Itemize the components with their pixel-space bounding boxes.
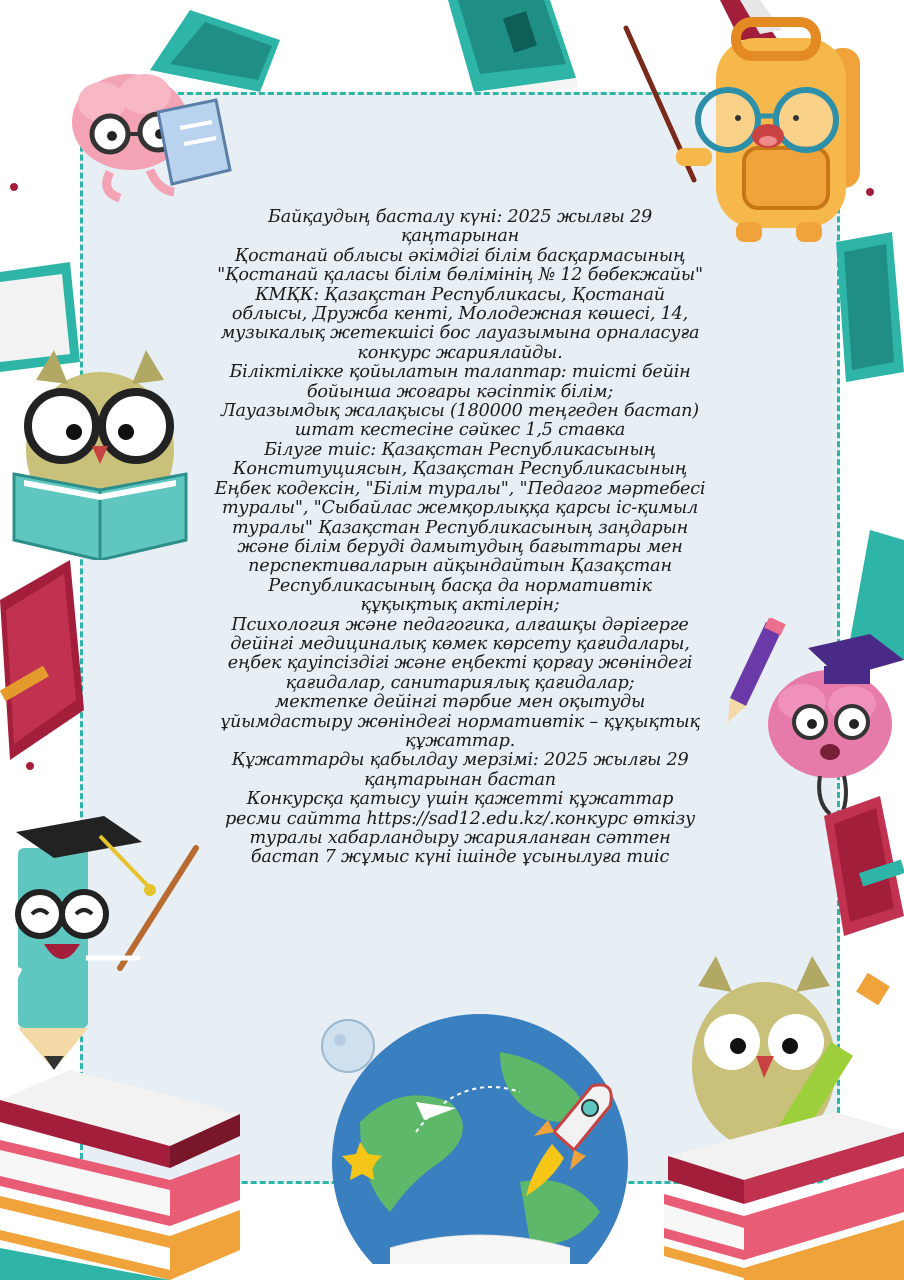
announcement-line: қаңтарынан бастап [364, 769, 556, 790]
announcement-line: туралы" Қазақстан Республикасының заңдарын [231, 517, 689, 538]
announcement-text [190, 208, 730, 868]
announcement-line: конкурс жариялайды. [357, 342, 563, 363]
book-icon [836, 232, 904, 382]
announcement-line: қаңтарынан [400, 226, 520, 247]
announcement-line: Біліктілікке қойылатын талаптар: тиісті бейін [229, 362, 691, 383]
announcement-line: дейінгі медициналық көмек көрсету қағидалары, [230, 633, 690, 654]
announcement-line: "Қостанай қаласы білім бөлімінің № 12 бөбекжайы" [217, 265, 703, 286]
owl-reading-icon [10, 340, 190, 560]
red-book-icon [824, 796, 904, 936]
announcement-line: бойынша жоғары кәсіптік білім; [306, 381, 614, 402]
announcement-line: Конкурсқа қатысу үшін қажетті құжаттар [246, 789, 674, 810]
decor-dot [10, 183, 18, 191]
pencil-character-icon [0, 798, 200, 1078]
red-book-icon [0, 560, 84, 760]
announcement-line: Конституциясын, Қазақстан Республикасының [232, 459, 688, 480]
book-icon [448, 0, 580, 92]
announcement-line: Құжаттарды қабылдау мерзімі: 2025 жылғы 29 [231, 750, 689, 771]
announcement-line: Еңбек кодексін, "Білім туралы", "Педагог мәртебесі [214, 478, 706, 499]
rocket-icon [522, 1080, 618, 1200]
announcement-line: мектепке дейінгі тәрбие мен оқытуды [274, 692, 646, 713]
announcement-line: Психология және педагогика, алғашқы дәрігерге [231, 614, 689, 635]
announcement-line: облысы, Дружба кенті, Молодежная көшесі, 14, [231, 304, 689, 325]
announcement-line: қағидалар, санитариялық қағидалар; [285, 672, 635, 693]
announcement-line: Республикасының басқа да нормативтік [268, 575, 652, 596]
announcement-line: штат кестесіне сәйкес 1,5 ставка [294, 420, 626, 441]
book-stack-icon [664, 1112, 904, 1280]
announcement-line: құжаттар. [404, 730, 516, 751]
announcement-line: бастап 7 жұмыс күні ішінде ұсынылуға тиіс [250, 847, 670, 868]
announcement-line: ұйымдастыру жөніндегі нормативтік – құқықтық [220, 711, 700, 732]
announcement-line: ресми сайтта https://sad12.edu.kz/.конкурс өткізу [224, 808, 696, 829]
announcement-line: Білуге тиіс: Қазақстан Республикасының [264, 439, 656, 460]
announcement-line: перспективаларын айқындайтын Қазақстан [248, 556, 672, 577]
announcement-line: КМҚК: Қазақстан Республикасы, Қостанай [255, 284, 665, 305]
announcement-line: еңбек қауіпсіздігі және еңбекті қорғау жөніндегі [227, 653, 693, 674]
decor-dot [26, 762, 34, 770]
announcement-line: Лауазымдық жалақысы (180000 теңгеден бастап) [221, 401, 699, 422]
announcement-line: құқықтық актілерін; [360, 595, 560, 616]
brain-with-glasses-icon [40, 42, 240, 202]
announcement-line: Байқаудың басталу күні: 2025 жылғы 29 [268, 207, 652, 227]
announcement-line: туралы", "Сыбайлас жемқорлыққа қарсы іс-қимыл [221, 498, 699, 519]
announcement-line: музыкалық жетекшісі бос лауазымына орналасуға [220, 323, 700, 344]
announcement-line: және білім беруді дамытудың бағыттары мен [237, 536, 683, 557]
book-stack-icon [0, 1070, 250, 1280]
announcement-line: туралы хабарландыру жарияланған сәттен [249, 828, 671, 848]
announcement-line: Қостанай облысы әкімдігі білім басқармасының [234, 245, 686, 266]
